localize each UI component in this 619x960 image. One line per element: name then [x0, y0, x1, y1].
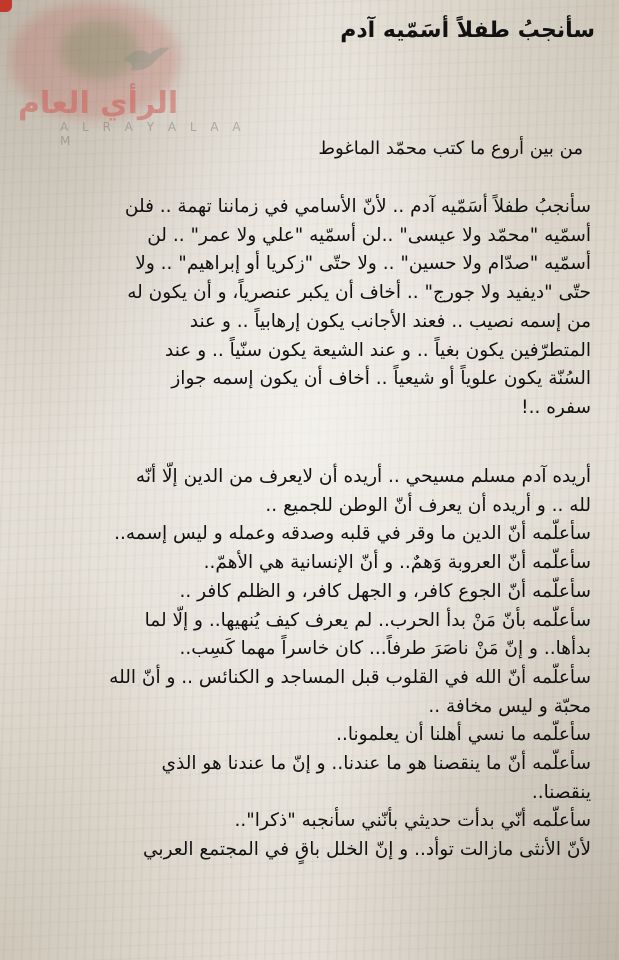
- corner-flag-icon: [0, 0, 12, 12]
- text-line: من إسمه نصيب .. فعند الأجانب يكون إرهابياً .. و عند: [189, 310, 591, 332]
- text-line: بدأها.. و إنّ مَنْ ناصَرَ طرفاً... كان خاسراً مهما كَسِب..: [179, 638, 591, 660]
- text-line: أسمّيه "محمّد ولا عيسى" ..لن أسمّيه "علي ولا عمر" .. لن: [147, 224, 591, 246]
- text-line: سأعلّمه أنّ الجوع كافر، و الجهل كافر، و الظلم كافر ..: [179, 580, 591, 602]
- text-line: لله .. و أريده أن يعرف أنّ الوطن للجميع ..: [265, 494, 591, 516]
- logo-latin: A L R A Y A L A A M: [60, 120, 246, 148]
- text-line: سأعلّمه أنّي بدأت حديثي بأنّني سأنجبه "ذكرا"..: [234, 810, 591, 832]
- text-line: سأعلّمه ما نسي أهلنا أن يعلمونا..: [336, 724, 591, 746]
- text-line: سأنجبُ طفلاً أسَمّيه آدم .. لأنّ الأسامي في زماننا تهمة .. فلن: [124, 196, 591, 217]
- text-line: لأنّ الأنثى مازالت توأد.. و إنّ الخلل باقٍ في المجتمع العربي: [143, 839, 591, 861]
- text-line: سفره ..!: [521, 396, 591, 418]
- text-line: السُنّة يكون علوياً أو شيعياً .. أخاف أن يكون إسمه جواز: [171, 368, 591, 390]
- text-line: سأعلّمه أنّ ما ينقصنا هو ما عندنا.. و إنّ ما عندنا هو الذي: [161, 753, 591, 775]
- text-line: أريده آدم مسلم مسيحي .. أريده أن لايعرف من الدين إلّا أنّه: [135, 466, 591, 487]
- text-line: ينقصنا..: [531, 781, 591, 803]
- text-line: سأعلّمه بأنّ مَنْ بدأ الحرب.. لم يعرف كيف يُنهيها.. و إلّا لما: [144, 609, 591, 631]
- bird-logo-icon: [120, 40, 172, 78]
- text-line: سأعلّمه أنّ الدين ما وقر في قلبه وصدقه وعمله و ليس إسمه..: [114, 523, 591, 545]
- text-line: المتطرّفين يكون بغياً .. و عند الشيعة يكون سنّياً .. و عند: [164, 339, 591, 361]
- text-line: سأعلّمه أنّ العروبة وَهمٌ.. و أنّ الإنسانية هي الأهمّ..: [203, 552, 591, 574]
- text-line: أسمّيه "صدّام ولا حسين" .. ولا حتّى "زكريا أو إبراهيم" .. ولا: [135, 253, 591, 275]
- paragraph-1: [36, 193, 591, 423]
- text-line: حتّى "ديفيد ولا جورج" .. أخاف أن يكبر عنصرياً، و أن يكون له: [127, 282, 591, 304]
- text-line: سأعلّمه أنّ الله في القلوب قبل المساجد و الكنائس .. و أنّ الله: [109, 666, 591, 688]
- text-line: محبّة و ليس مخافة ..: [428, 695, 591, 717]
- newspaper-logo: [18, 86, 248, 148]
- paragraph-2: [36, 463, 591, 865]
- logo-arabic: الرأي العام: [18, 86, 179, 121]
- page-title: سأنجبُ طفلاً أسَمّيه آدم: [340, 18, 595, 43]
- subtitle: من بين أروع ما كتب محمّد الماغوط: [318, 138, 583, 159]
